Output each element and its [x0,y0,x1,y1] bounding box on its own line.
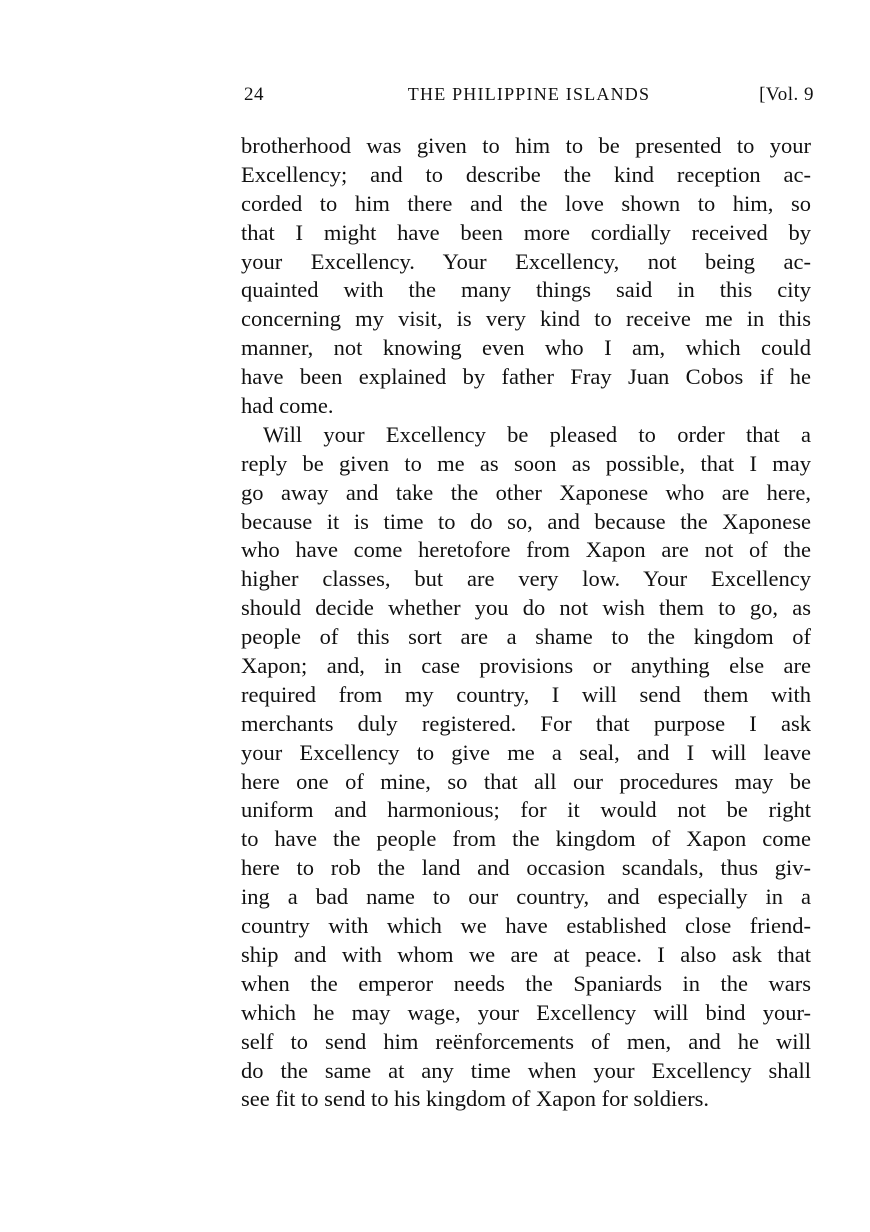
text-line: do the same at any time when your Excellency shall [241,1057,811,1083]
text-line: see fit to send to his kingdom of Xapon for soldiers. [241,1086,710,1112]
text-line: ship and with whom we are at peace. I also ask that [241,941,811,967]
text-line: go away and take the other Xaponese who are here, [241,479,811,505]
text-line: reply be given to me as soon as possible, that I may [241,450,811,476]
text-line: people of this sort are a shame to the kingdom of [241,624,811,650]
text-line: because it is time to do so, and because the Xaponese [241,508,811,534]
text-line: Will your Excellency be pleased to order that a [263,421,811,447]
text-line: merchants duly registered. For that purpose I ask [241,710,811,736]
text-line: your Excellency. Your Excellency, not being ac- [241,248,811,274]
text-line: have been explained by father Fray Juan Cobos if he [241,364,811,390]
text-line: self to send him reënforcements of men, and he will [241,1028,811,1054]
text-line: who have come heretofore from Xapon are not of the [241,537,811,563]
text-line: ing a bad name to our country, and especially in a [241,884,811,910]
text-line: which he may wage, your Excellency will bind your- [241,999,811,1025]
text-line: concerning my visit, is very kind to receive me in this [241,306,811,332]
text-line: uniform and harmonious; for it would not be right [241,797,811,823]
paragraph [241,421,811,1114]
text-line: to have the people from the kingdom of Xapon come [241,826,811,852]
text-line: here to rob the land and occasion scandals, thus giv- [241,855,811,881]
text-line: required from my country, I will send them with [241,681,811,707]
text-line: quainted with the many things said in this city [241,277,811,303]
text-line: manner, not knowing even who I am, which could [241,335,811,361]
text-line: Excellency; and to describe the kind reception ac- [241,161,811,187]
text-line: that I might have been more cordially received by [241,219,811,245]
page-number: 24 [244,84,264,105]
volume-label: [Vol. 9 [759,84,814,105]
text-line: should decide whether you do not wish them to go, as [241,595,811,621]
text-line: when the emperor needs the Spaniards in the wars [241,970,811,996]
text-line: country with which we have established close friend- [241,913,811,939]
text-line: higher classes, but are very low. Your Excellency [241,566,811,592]
text-line: your Excellency to give me a seal, and I will leave [241,739,811,765]
text-line: had come. [241,393,334,419]
text-line: Xapon; and, in case provisions or anything else are [241,653,811,679]
body-text [241,132,811,1114]
text-line: here one of mine, so that all our procedures may be [241,768,811,794]
text-line: brotherhood was given to him to be presented to your [241,133,811,158]
page-header [244,84,814,112]
text-line: corded to him there and the love shown to him, so [241,190,811,216]
running-title: THE PHILIPPINE ISLANDS [407,84,651,104]
paragraph [241,132,811,421]
